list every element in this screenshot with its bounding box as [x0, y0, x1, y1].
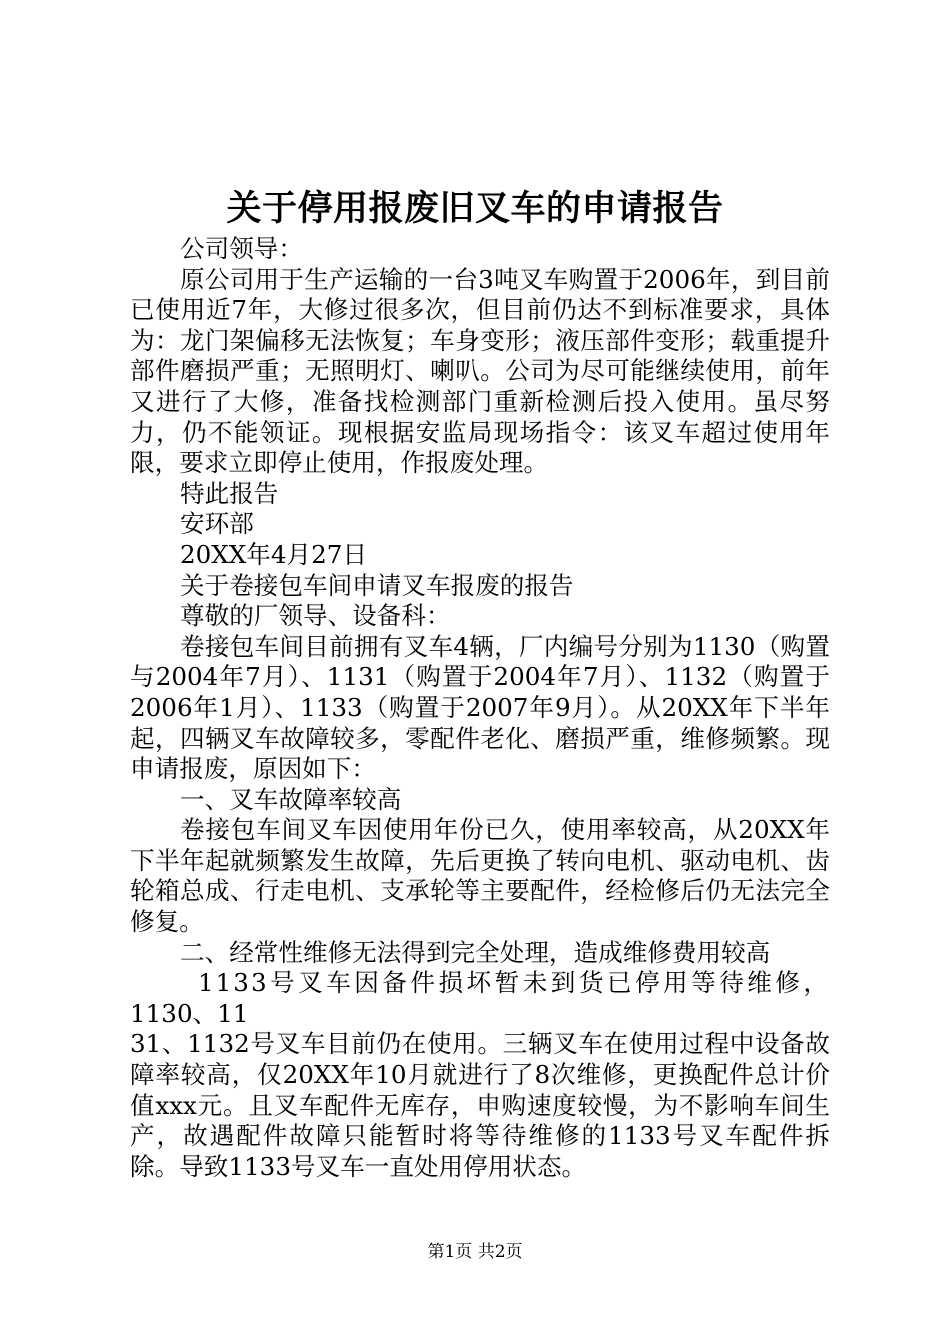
section-heading: 二、经常性维修无法得到完全处理，造成维修费用较高 [180, 937, 771, 967]
paragraph: 原公司用于生产运输的一台3吨叉车购置于2006年，到目前已使用近7年，大修过很多次，但目前仍达不到标准要求，具体为：龙门架偏移无法恢复；车身变形；液压部件变形；载重提升部件磨损严重；无照明灯、喇叭。公司为尽可能继续使用，前年又进行了大修，准备找检测部门重新检测后投入使用。虽尽努力，仍不能领证。现根据安监局现场指令：该叉车超过使用年限，要求立即停止使用，作报废处理。 [130, 264, 830, 478]
document-body [130, 234, 830, 1182]
paragraph: 卷接包车间目前拥有叉车4辆，厂内编号分别为1130（购置与2004年7月）、1131（购置于2004年7月）、1132（购置于2006年1月）、1133（购置于2007年9月）。从20XX年下半年起，四辆叉车故障较多，零配件老化、磨损严重，维修频繁。现申请报废，原因如下： [130, 631, 830, 784]
paragraph: 卷接包车间叉车因使用年份已久，使用率较高，从20XX年下半年起就频繁发生故障，先后更换了转向电机、驱动电机、齿轮箱总成、行走电机、支承轮等主要配件，经检修后仍无法完全修复。 [130, 815, 830, 937]
signature-date: 20XX年4月27日 [180, 539, 368, 569]
paragraph: 31、1132号叉车目前仍在使用。三辆叉车在使用过程中设备故障率较高，仅20XX年10月就进行了8次维修，更换配件总计价值xxx元。且叉车配件无库存，申购速度较慢，为不影响车间生产，故遇配件故障只能暂时将等待维修的1133号叉车配件拆除。导致1133号叉车一直处用停用状态。 [130, 1029, 830, 1181]
salutation: 尊敬的厂领导、设备科： [180, 601, 451, 631]
closing-line: 特此报告 [180, 478, 279, 508]
second-report-title: 关于卷接包车间申请叉车报废的报告 [180, 570, 574, 600]
paragraph-fragment: 1130、11 [130, 998, 249, 1028]
paragraph: 1133号叉车因备件损坏暂未到货已停用等待维修， [198, 968, 830, 998]
salutation: 公司领导： [180, 234, 303, 263]
document-title: 关于停用报废旧叉车的申请报告 [226, 189, 724, 229]
section-heading: 一、叉车故障率较高 [180, 784, 402, 814]
signature-department: 安环部 [180, 509, 254, 539]
page-number-footer: 第1页 共2页 [427, 1242, 523, 1262]
